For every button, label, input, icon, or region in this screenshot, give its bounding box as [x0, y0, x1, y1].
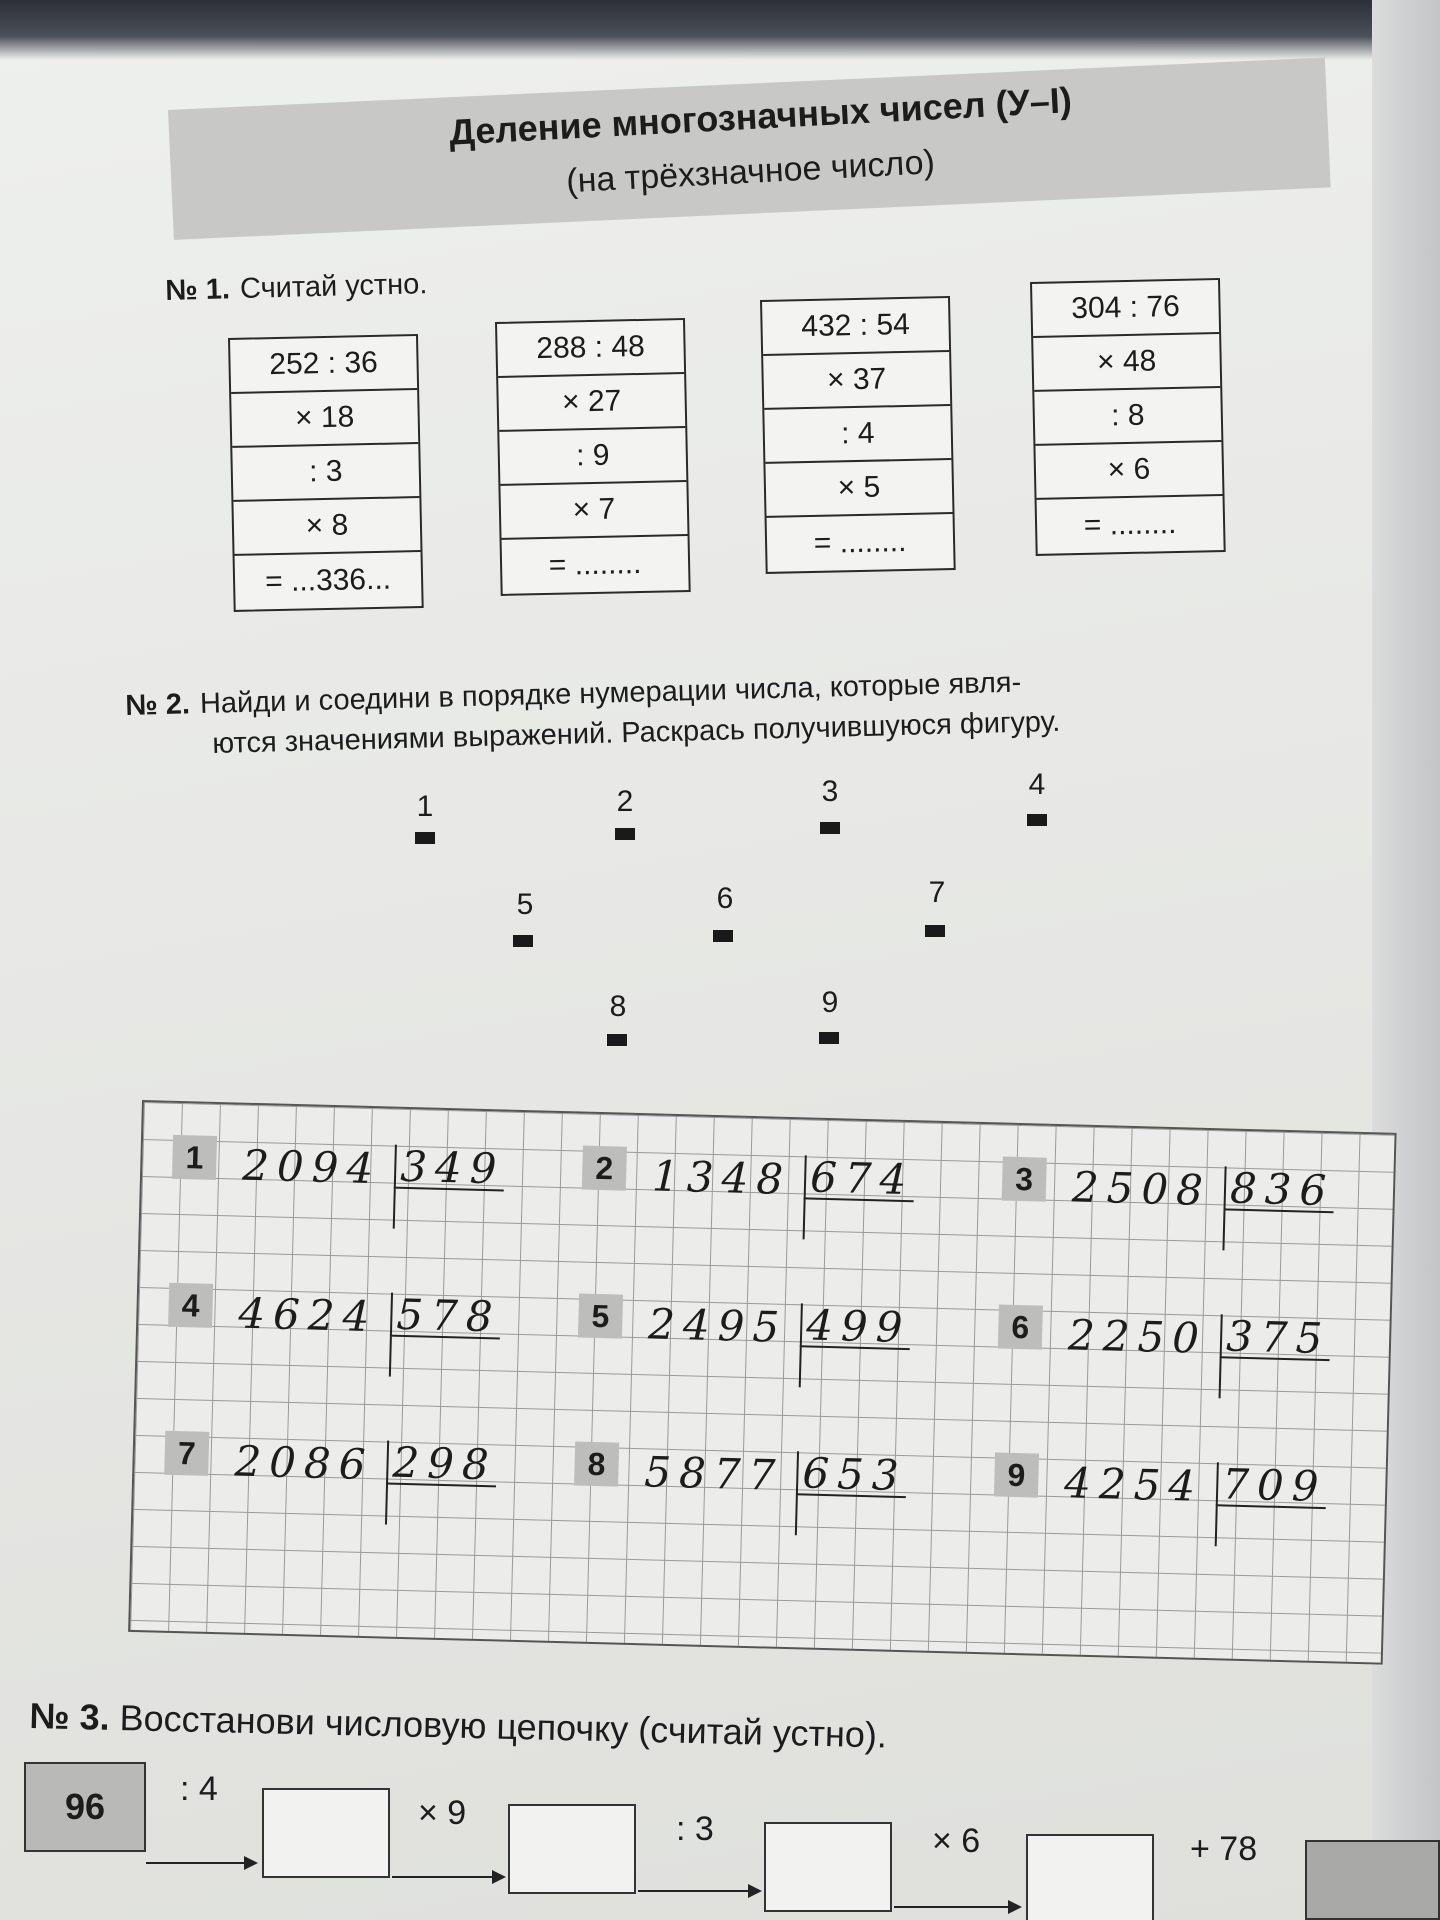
division-bracket [1222, 1210, 1225, 1250]
calc-cell: : 3 [232, 444, 419, 502]
divisor: 375 [1220, 1314, 1331, 1361]
division-number: 7 [164, 1431, 209, 1476]
divisor: 499 [800, 1303, 911, 1350]
calc-cell: 252 : 36 [230, 336, 417, 394]
division-bracket [389, 1337, 392, 1377]
calc-cell: × 8 [233, 498, 420, 556]
division-number: 3 [1002, 1157, 1047, 1202]
page-subtitle: (на трёхзначное число) [565, 143, 936, 201]
dot-4[interactable] [1027, 814, 1047, 826]
calc-cell: × 6 [1035, 442, 1222, 500]
division-7 [164, 1431, 498, 1495]
divisor: 349 [394, 1145, 505, 1192]
divisor: 709 [1216, 1462, 1327, 1509]
chain-start-value: 96 [24, 1762, 146, 1852]
calc-table-2 [495, 318, 691, 596]
divisor: 836 [1223, 1166, 1334, 1213]
calc-table-1 [228, 334, 424, 612]
division-number: 8 [574, 1441, 619, 1486]
division-2 [581, 1146, 915, 1210]
division-3 [1001, 1157, 1335, 1221]
divisor: 653 [796, 1451, 907, 1498]
chain-arrow-2 [392, 1876, 504, 1878]
dot-3[interactable] [820, 822, 840, 834]
calc-cell: 288 : 48 [497, 320, 684, 378]
chain-arrow-4 [894, 1906, 1020, 1908]
dot-2[interactable] [615, 828, 635, 840]
division-5 [577, 1294, 912, 1358]
division-number: 2 [582, 1146, 627, 1191]
dividend: 1348 [651, 1151, 792, 1205]
dot-label-9: 9 [821, 986, 839, 1019]
division-bracket [1215, 1506, 1218, 1546]
dot-1[interactable] [415, 832, 435, 844]
dividend: 4254 [1063, 1458, 1204, 1511]
calc-cell: × 7 [500, 482, 687, 540]
dividend: 5877 [643, 1447, 784, 1500]
dot-label-4: 4 [1028, 768, 1046, 801]
dividend: 2495 [647, 1299, 788, 1352]
dividend: 2250 [1067, 1310, 1208, 1363]
dot-label-3: 3 [821, 775, 839, 808]
dot-label-6: 6 [716, 882, 734, 915]
division-number: 6 [998, 1305, 1043, 1350]
calc-cell: × 5 [765, 460, 952, 518]
task2-number: № 2. [125, 688, 191, 722]
division-number: 5 [578, 1294, 623, 1339]
page-title: Деление многозначных чисел (У–I) [448, 79, 1073, 153]
division-number: 9 [994, 1452, 1039, 1497]
divisor: 578 [390, 1293, 501, 1340]
dot-9[interactable] [819, 1032, 839, 1044]
chain-blank-2[interactable] [508, 1804, 636, 1894]
calc-answer: = ........ [1083, 506, 1177, 542]
dividend: 4624 [237, 1288, 378, 1342]
chain-blank-3[interactable] [764, 1822, 892, 1912]
chain-op-5: + 78 [1190, 1830, 1258, 1868]
calc-table-4 [1030, 278, 1226, 556]
dot-label-2: 2 [616, 785, 634, 818]
chain-arrow-3 [638, 1890, 760, 1892]
division-bracket [803, 1199, 806, 1239]
chain-blank-1[interactable] [262, 1788, 390, 1878]
division-bracket [1219, 1358, 1222, 1398]
chain-op-1: : 4 [180, 1770, 218, 1808]
calc-cell: : 9 [499, 428, 686, 486]
division-8 [574, 1441, 908, 1505]
chain-op-4: × 6 [932, 1822, 981, 1860]
calc-cell: : 4 [764, 406, 951, 464]
division-9 [993, 1452, 1328, 1516]
task2-text-line1: Найди и соедини в порядке нумерации числа, которые явля- [199, 666, 1022, 721]
calc-cell: × 48 [1033, 334, 1220, 392]
calc-answer: = ........ [548, 546, 642, 582]
background-shadow [0, 0, 1440, 60]
dot-label-5: 5 [516, 888, 534, 921]
division-4 [168, 1283, 502, 1347]
dot-7[interactable] [925, 925, 945, 937]
dot-label-7: 7 [928, 876, 946, 909]
division-number: 1 [172, 1135, 217, 1180]
division-bracket [385, 1485, 388, 1525]
dot-label-8: 8 [609, 990, 627, 1023]
calc-answer: = ........ [813, 524, 907, 560]
task3-heading [29, 1695, 887, 1756]
dot-6[interactable] [713, 930, 733, 942]
division-bracket [799, 1347, 802, 1387]
dot-5[interactable] [513, 935, 533, 947]
division-6 [997, 1305, 1331, 1369]
chain-blank-4[interactable] [1026, 1834, 1154, 1920]
task3-text: Восстанови числовую цепочку (считай устно). [119, 1697, 888, 1756]
squared-grid [128, 1100, 1396, 1665]
task1-text: Считай устно. [239, 268, 428, 306]
calc-cell: × 37 [763, 352, 950, 410]
dividend: 2508 [1071, 1162, 1212, 1216]
chain-op-3: : 3 [676, 1810, 714, 1848]
calc-cell: : 8 [1034, 388, 1221, 446]
calc-answer: = ...336... [264, 562, 392, 599]
division-bracket [393, 1189, 396, 1229]
dividend: 2086 [233, 1436, 375, 1490]
calc-table-3 [760, 296, 956, 574]
divisor: 674 [804, 1155, 915, 1202]
dot-label-1: 1 [416, 790, 434, 823]
calc-cell: 304 : 76 [1032, 280, 1219, 338]
chain-arrow-1 [146, 1862, 256, 1864]
division-number: 4 [168, 1283, 213, 1328]
division-1 [171, 1135, 506, 1199]
dot-8[interactable] [607, 1034, 627, 1046]
task1-heading [165, 268, 428, 308]
task2-text-line2: ются значениями выражений. Раскрась получившуюся фигуру. [212, 705, 1061, 760]
dividend: 2094 [241, 1140, 382, 1194]
chain-end-box[interactable] [1305, 1840, 1440, 1920]
task3-number: № 3. [29, 1695, 111, 1738]
calc-cell: × 27 [498, 374, 685, 432]
divisor: 298 [386, 1441, 497, 1488]
calc-cell: 432 : 54 [762, 298, 949, 356]
number-chain [0, 1760, 1440, 1920]
chain-op-2: × 9 [418, 1794, 467, 1832]
division-bracket [795, 1495, 798, 1535]
task1-number: № 1. [165, 273, 231, 307]
calc-cell: × 18 [231, 390, 418, 448]
